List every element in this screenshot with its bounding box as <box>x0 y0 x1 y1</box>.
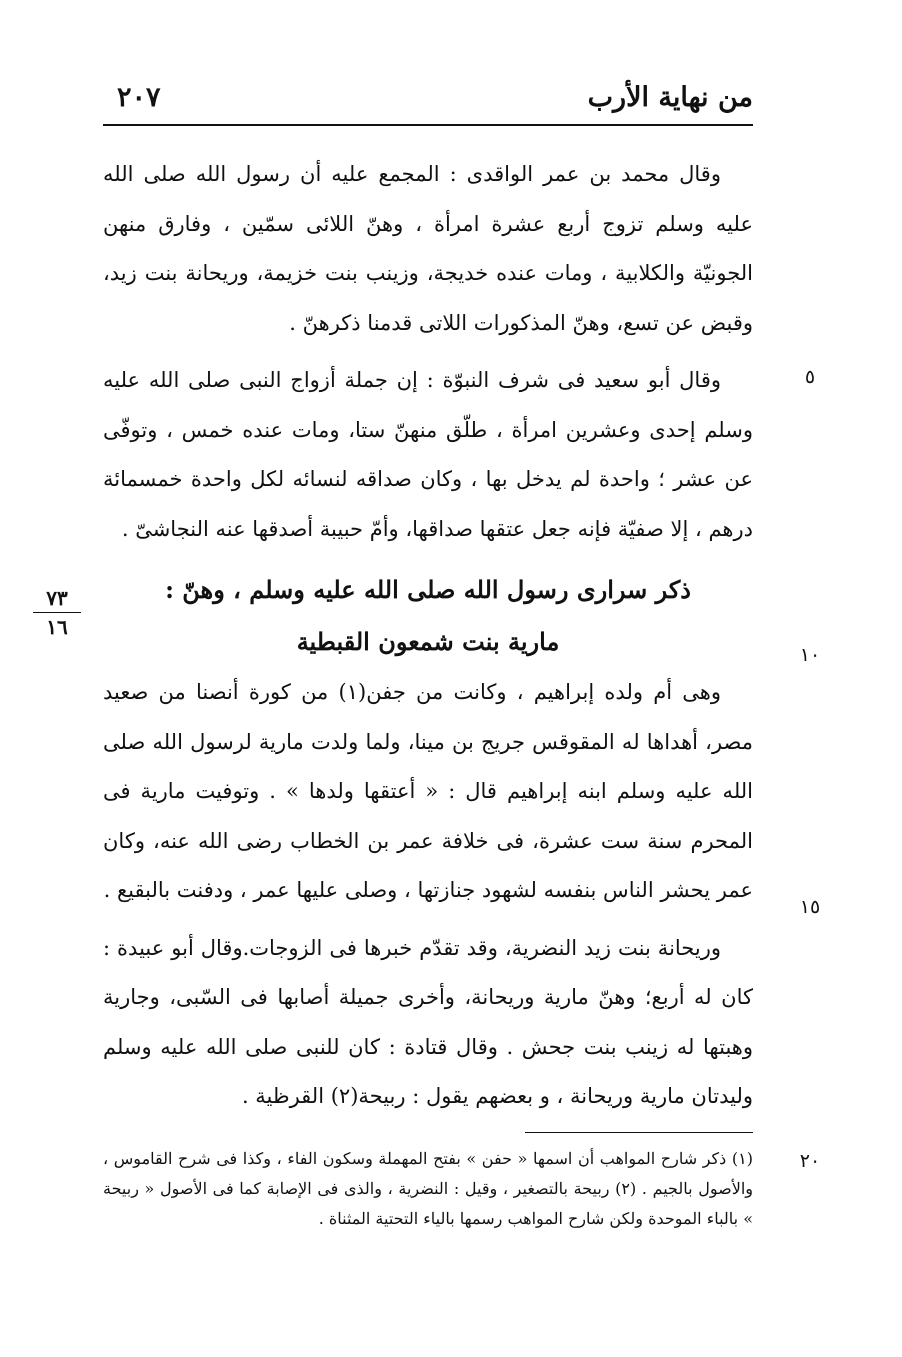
section-subheading: مارية بنت شمعون القبطية <box>296 627 560 656</box>
line-number: ٢٠ <box>799 1150 821 1172</box>
footnote-rule <box>525 1132 753 1133</box>
section-heading: ذكر سرارى رسول الله صلى الله عليه وسلم ، وهنّ : <box>165 575 691 604</box>
margin-reference-bottom: ١٦ <box>46 615 68 639</box>
main-text <box>103 150 753 1122</box>
line-number: ١٠ <box>799 644 821 666</box>
footnotes <box>103 1144 753 1234</box>
paragraph: وقال أبو سعيد فى شرف النبوّة : إن جملة أزواج النبى صلى الله عليه وسلم إحدى وعشرين امرأة ، طلّق منهنّ ستا، ومات عنده خمس ، وتوفّى عن عشر ؛ واحدة لم يدخل بها ، وكان صداقه لنسائه لكل واحدة خمسمائة درهم ، إلا صفيّة فإنه جعل عتقها صداقها، وأمّ حبيبة أصدقها عنه النجاشىّ . <box>103 368 753 541</box>
margin-reference-top: ٧٣ <box>33 586 81 613</box>
margin-reference <box>33 586 81 639</box>
header-rule <box>103 124 753 126</box>
line-number: ١٥ <box>799 896 821 918</box>
line-number: ٥ <box>804 366 816 388</box>
footnote: (١) ذكر شارح المواهب أن اسمها « حفن » بفتح المهملة وسكون الفاء ، وكذا فى شرح القاموس ، والأصول بالجيم . (٢) ربيحة بالتصغير ، وقيل : النضرية ، والذى فى الإصابة كما فى الأصول « ربيحة » بالباء الموحدة ولكن شارح المواهب رسمها بالياء التحتية المثناة . <box>103 1149 753 1228</box>
paragraph: وقال محمد بن عمر الواقدى : المجمع عليه أن رسول الله صلى الله عليه وسلم تزوج أربع عشرة امرأة ، وهنّ اللائى سمّين ، وفارق منهن الجونيّة والكلابية ، ومات عنده خديجة، وزينب بنت خزيمة، وريحانة بنت زيد، وقبض عن تسع، وهنّ المذكورات اللاتى قدمنا ذكرهنّ . <box>103 162 753 335</box>
page-number: ٢٠٧ <box>117 82 161 113</box>
running-title: من نهاية الأرب <box>587 82 753 113</box>
paragraph: وهى أم ولده إبراهيم ، وكانت من جفن(١) من كورة أنصنا من صعيد مصر، أهداها له المقوقس جريج بن مينا، ولما ولدت مارية لرسول الله صلى الله عليه وسلم ابنه إبراهيم قال : « أعتقها ولدها » . وتوفيت مارية فى المحرم سنة ست عشرة، فى خلافة عمر بن الخطاب رضى الله عنه، وكان عمر يحشر الناس بنفسه لشهود جنازتها ، وصلى عليها عمر ، ودفنت بالبقيع . <box>103 680 753 902</box>
page-header <box>103 80 753 120</box>
paragraph: وريحانة بنت زيد النضرية، وقد تقدّم خبرها فى الزوجات.وقال أبو عبيدة : كان له أربع؛ وهنّ مارية وريحانة، وأخرى جميلة أصابها فى السّبى، وجارية وهبتها له زينب بنت جحش . وقال قتادة : كان للنبى صلى الله عليه وسلم وليدتان مارية وريحانة ، و بعضهم يقول : ربيحة(٢) القرظية . <box>103 935 753 1108</box>
